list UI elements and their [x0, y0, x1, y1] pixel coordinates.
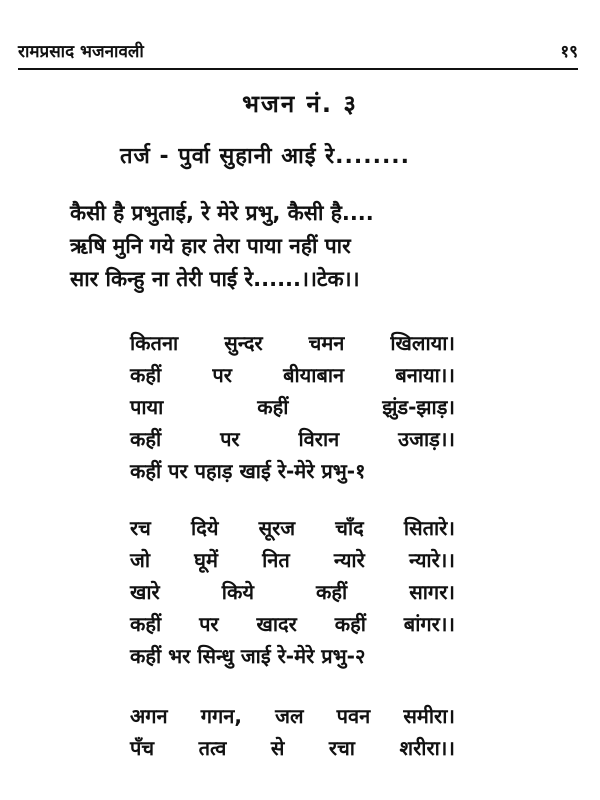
word: विरान: [298, 427, 340, 451]
verse-line: [130, 423, 455, 455]
refrain-line: कैसी है प्रभुताई, रे मेरे प्रभु, कैसी है....: [70, 201, 374, 225]
verse-refrain-line: कहीं भर सिन्धु जाई रे-मेरे प्रभु-२: [130, 644, 366, 668]
word: समीरा।: [403, 704, 455, 728]
verse-line: [130, 732, 455, 764]
word: कहीं: [130, 427, 162, 451]
word: कहीं: [130, 363, 162, 387]
verse-3: [130, 700, 455, 764]
word: कहीं: [257, 395, 289, 419]
word: खारे: [130, 580, 160, 604]
refrain-line: सार किन्हु ना तेरी पाई रे......।।टेक।।: [70, 267, 360, 291]
refrain-line: ऋषि मुनि गये हार तेरा पाया नहीं पार: [70, 234, 351, 258]
verse-line: [130, 544, 455, 576]
verse-1: [130, 327, 455, 487]
word: किये: [221, 580, 254, 604]
tune-line: तर्ज - पुर्वा सुहानी आई रे........: [120, 144, 411, 169]
bhajan-heading: भजन नं. ३: [242, 90, 358, 118]
word: अगन: [130, 704, 168, 728]
verse-refrain-line: कहीं पर पहाड़ खाई रे-मेरे प्रभु-१: [130, 459, 366, 483]
word: कहीं: [316, 580, 348, 604]
verse-line: [130, 327, 455, 359]
verse-line: [130, 608, 455, 640]
running-header: [18, 42, 578, 70]
word: रचा: [328, 736, 355, 760]
word: न्यारे।।: [408, 548, 455, 572]
word: जल: [275, 704, 304, 728]
word: गगन,: [200, 704, 242, 728]
word: नित: [262, 548, 290, 572]
word: कहीं: [334, 612, 366, 636]
verse-line: [130, 512, 455, 544]
word: पवन: [336, 704, 371, 728]
word: पर: [212, 363, 232, 387]
word: सागर।: [409, 580, 455, 604]
word: पर: [199, 612, 219, 636]
word: पँच: [130, 736, 155, 760]
word: पाया: [130, 395, 164, 419]
word: जो: [130, 548, 151, 572]
verse-2: [130, 512, 455, 672]
refrain: [70, 197, 520, 296]
word: उजाड़।।: [398, 427, 455, 451]
word: तत्व: [198, 736, 227, 760]
word: से: [270, 736, 285, 760]
word: घूमें: [194, 548, 218, 572]
verse-line: [130, 391, 455, 423]
book-title: रामप्रसाद भजनावली: [18, 42, 144, 62]
word: कहीं: [130, 612, 162, 636]
word: चमन: [308, 331, 345, 355]
word: रच: [130, 516, 151, 540]
verse-line: [130, 700, 455, 732]
word: चाँद: [335, 516, 364, 540]
word: झुंड-झाड़।: [382, 395, 455, 419]
word: खादर: [256, 612, 297, 636]
word: दिये: [191, 516, 219, 540]
word: पर: [220, 427, 240, 451]
word: सुन्दर: [224, 331, 263, 355]
word: शरीरा।।: [399, 736, 455, 760]
word: बनाया।।: [395, 363, 455, 387]
page-number: १९: [560, 42, 578, 62]
word: बांगर।।: [403, 612, 455, 636]
word: न्यारे: [333, 548, 365, 572]
word: सितारे।: [403, 516, 455, 540]
word: कितना: [130, 331, 179, 355]
word: बीयाबान: [283, 363, 345, 387]
verse-line: [130, 576, 455, 608]
word: सूरज: [258, 516, 296, 540]
word: खिलाया।: [390, 331, 455, 355]
verse-line: [130, 359, 455, 391]
